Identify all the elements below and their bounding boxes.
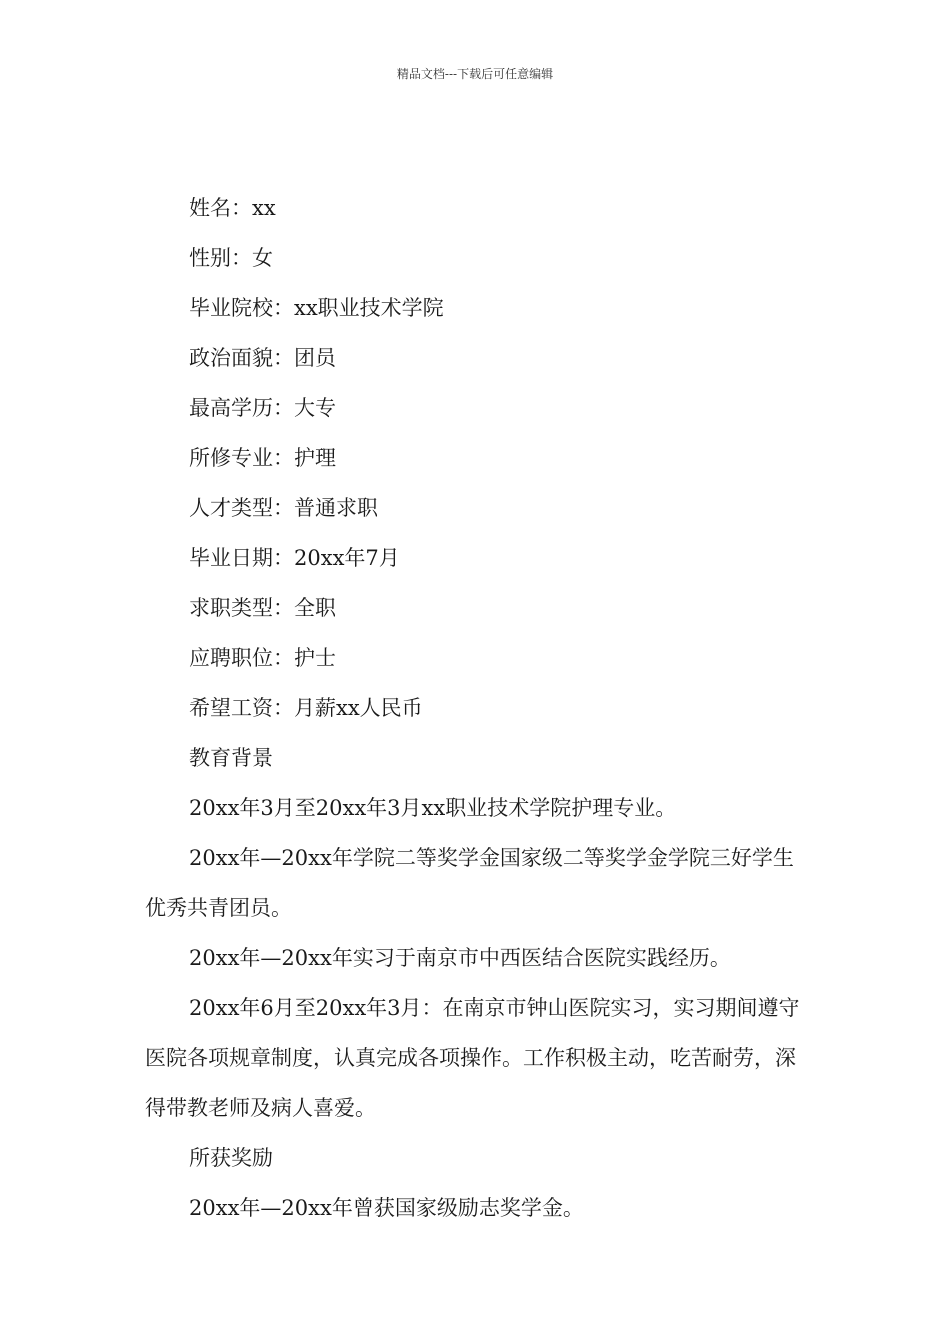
award-entry: 20xx年—20xx年曾获国家级励志奖学金。 [189, 1196, 584, 1220]
document-body [145, 183, 810, 1233]
education-entry: 20xx年3月至20xx年3月xx职业技术学院护理专业。 [189, 796, 677, 820]
field-major: 所修专业：护理 [189, 446, 336, 470]
page-header: 精品文档---下载后可任意编辑 [396, 67, 554, 81]
section-heading-awards: 所获奖励 [189, 1146, 273, 1170]
field-name: 姓名：xx [189, 196, 276, 220]
field-graduation-date: 毕业日期：20xx年7月 [189, 546, 400, 570]
section-heading-education: 教育背景 [189, 746, 273, 770]
field-talent-type: 人才类型：普通求职 [189, 496, 378, 520]
internship-entry: 20xx年—20xx年实习于南京市中西医结合医院实践经历。 [189, 946, 731, 970]
field-gender: 性别：女 [189, 246, 273, 270]
field-expected-salary: 希望工资：月薪xx人民币 [189, 696, 423, 720]
field-political-status: 政治面貌：团员 [189, 346, 336, 370]
field-position: 应聘职位：护士 [189, 646, 336, 670]
field-school: 毕业院校：xx职业技术学院 [189, 296, 444, 320]
honors-entry: 20xx年—20xx年学院二等奖学金国家级二等奖学金学院三好学生优秀共青团员。 [145, 846, 794, 920]
field-job-type: 求职类型：全职 [189, 596, 336, 620]
internship-detail: 20xx年6月至20xx年3月：在南京市钟山医院实习，实习期间遵守医院各项规章制度，认真完成各项操作。工作积极主动，吃苦耐劳，深得带教老师及病人喜爱。 [145, 996, 800, 1120]
field-education-level: 最高学历：大专 [189, 396, 336, 420]
